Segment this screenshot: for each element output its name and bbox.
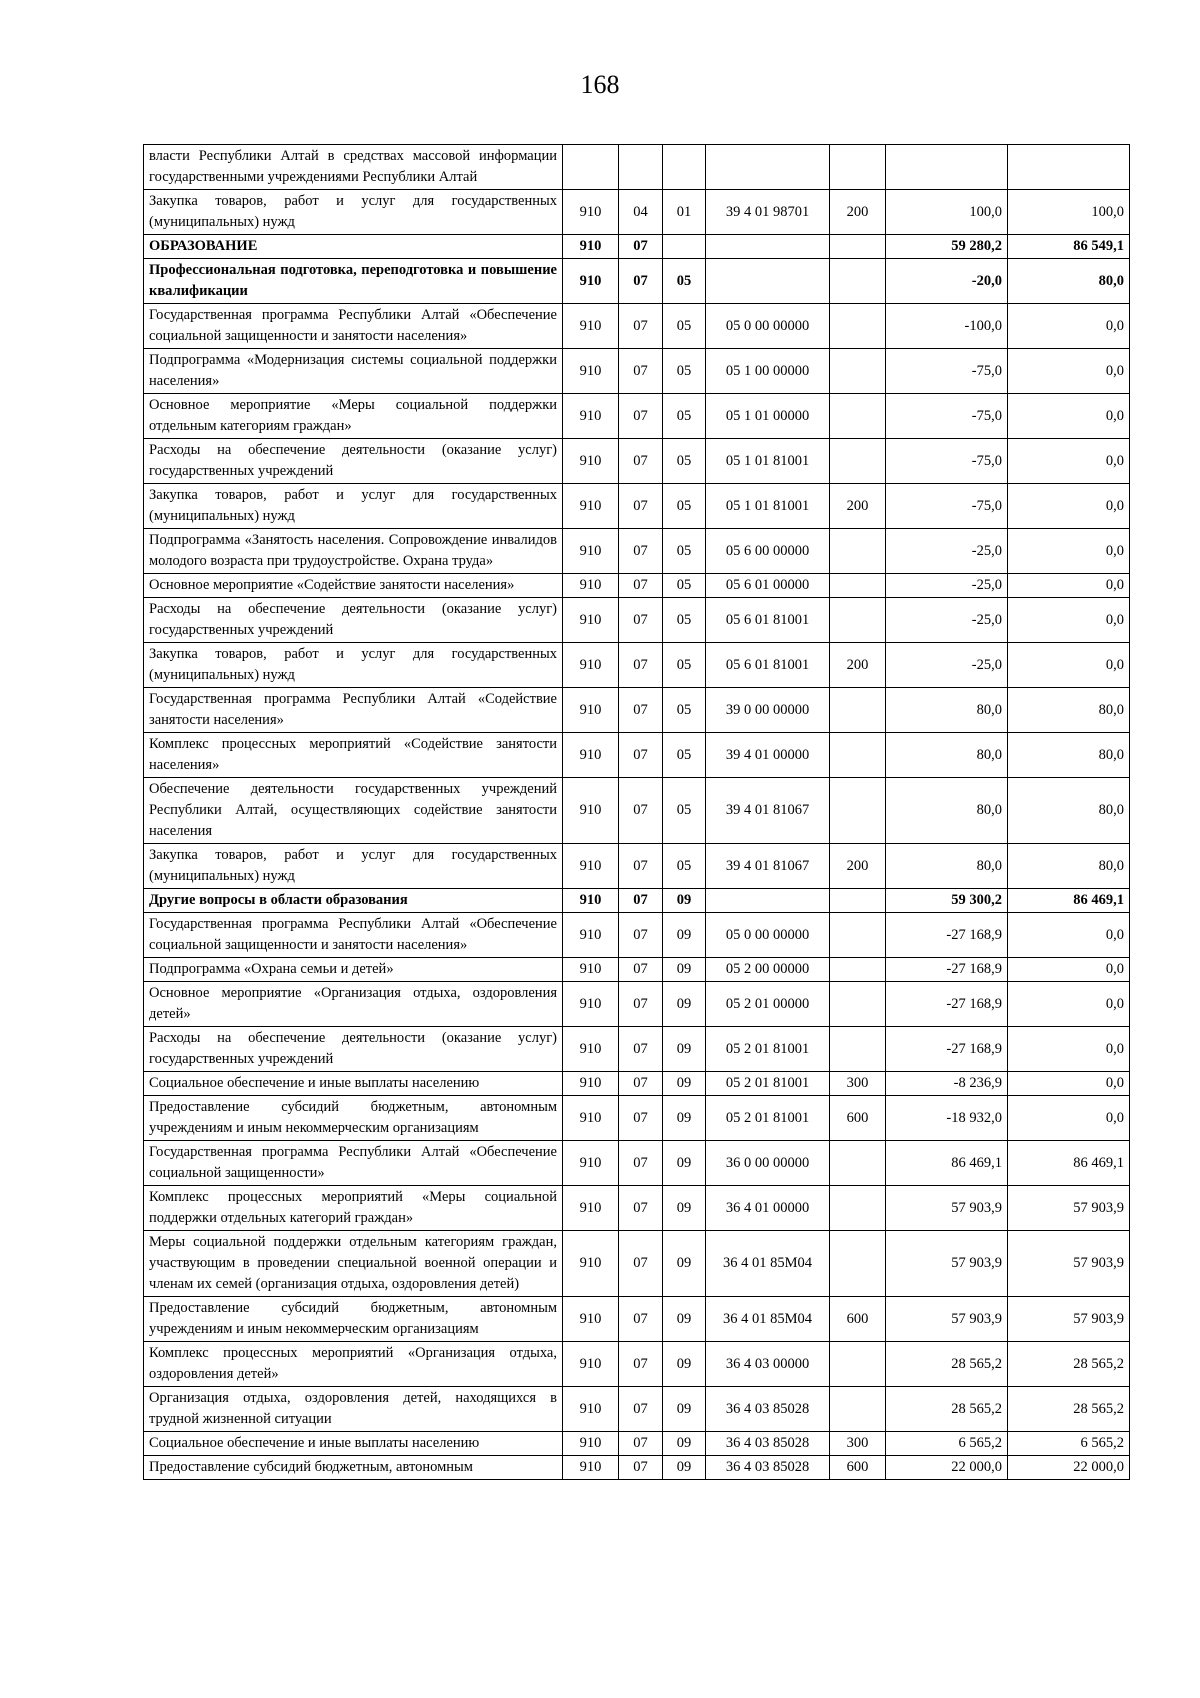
cell-target-article: 05 2 01 00000	[706, 982, 830, 1027]
cell-target-article: 36 4 03 85028	[706, 1432, 830, 1456]
cell-amount-year1: 80,0	[886, 778, 1008, 844]
table-row	[144, 1432, 1130, 1456]
cell-subsection: 09	[663, 1342, 706, 1387]
cell-subsection: 05	[663, 598, 706, 643]
cell-expense-type: 600	[830, 1456, 886, 1480]
cell-target-article	[706, 259, 830, 304]
cell-target-article: 05 1 01 81001	[706, 439, 830, 484]
cell-target-article	[706, 235, 830, 259]
table-row	[144, 259, 1130, 304]
cell-section: 07	[619, 394, 663, 439]
cell-grbs: 910	[563, 1186, 619, 1231]
cell-grbs: 910	[563, 439, 619, 484]
cell-amount-year1: 86 469,1	[886, 1141, 1008, 1186]
cell-grbs: 910	[563, 598, 619, 643]
cell-section: 07	[619, 1297, 663, 1342]
cell-amount-year1: -75,0	[886, 394, 1008, 439]
cell-amount-year1: -100,0	[886, 304, 1008, 349]
cell-amount-year2: 0,0	[1008, 484, 1130, 529]
table-row	[144, 1027, 1130, 1072]
cell-section: 07	[619, 733, 663, 778]
cell-expense-type	[830, 394, 886, 439]
cell-expense-type	[830, 529, 886, 574]
cell-name: власти Республики Алтай в средствах массовой информации государственными учреждениями Республики Алтай	[144, 145, 563, 190]
cell-name: Основное мероприятие «Содействие занятости населения»	[144, 574, 563, 598]
cell-amount-year2: 0,0	[1008, 1027, 1130, 1072]
cell-name: Предоставление субсидий бюджетным, автономным	[144, 1456, 563, 1480]
cell-amount-year1: 57 903,9	[886, 1186, 1008, 1231]
table-row	[144, 1387, 1130, 1432]
cell-name: Государственная программа Республики Алтай «Обеспечение социальной защищенности и занятости населения»	[144, 304, 563, 349]
cell-amount-year2: 0,0	[1008, 1096, 1130, 1141]
cell-amount-year2: 86 469,1	[1008, 889, 1130, 913]
cell-expense-type	[830, 349, 886, 394]
cell-amount-year2: 0,0	[1008, 982, 1130, 1027]
cell-name: Расходы на обеспечение деятельности (оказание услуг) государственных учреждений	[144, 1027, 563, 1072]
cell-target-article: 05 6 01 00000	[706, 574, 830, 598]
cell-target-article: 05 1 01 00000	[706, 394, 830, 439]
cell-amount-year1: -75,0	[886, 484, 1008, 529]
cell-section: 07	[619, 349, 663, 394]
cell-amount-year1: 57 903,9	[886, 1231, 1008, 1297]
cell-amount-year1: 28 565,2	[886, 1387, 1008, 1432]
cell-amount-year2: 22 000,0	[1008, 1456, 1130, 1480]
cell-target-article: 05 0 00 00000	[706, 913, 830, 958]
table-row	[144, 643, 1130, 688]
table-row	[144, 1096, 1130, 1141]
cell-amount-year2: 28 565,2	[1008, 1342, 1130, 1387]
cell-name: Подпрограмма «Охрана семьи и детей»	[144, 958, 563, 982]
cell-name: ОБРАЗОВАНИЕ	[144, 235, 563, 259]
table-row	[144, 349, 1130, 394]
budget-table	[143, 144, 1130, 1480]
cell-subsection: 05	[663, 574, 706, 598]
cell-amount-year2	[1008, 145, 1130, 190]
cell-amount-year2: 0,0	[1008, 439, 1130, 484]
cell-expense-type	[830, 913, 886, 958]
cell-grbs: 910	[563, 1456, 619, 1480]
cell-amount-year1: -25,0	[886, 598, 1008, 643]
table-row	[144, 1456, 1130, 1480]
cell-amount-year1: -18 932,0	[886, 1096, 1008, 1141]
cell-subsection: 05	[663, 304, 706, 349]
cell-grbs: 910	[563, 958, 619, 982]
cell-section: 07	[619, 259, 663, 304]
cell-amount-year2: 0,0	[1008, 958, 1130, 982]
cell-amount-year2: 86 469,1	[1008, 1141, 1130, 1186]
table-row	[144, 598, 1130, 643]
cell-subsection: 05	[663, 778, 706, 844]
cell-amount-year1: -25,0	[886, 643, 1008, 688]
table-row	[144, 982, 1130, 1027]
cell-amount-year2: 57 903,9	[1008, 1297, 1130, 1342]
table-row	[144, 484, 1130, 529]
cell-amount-year1: 59 300,2	[886, 889, 1008, 913]
cell-amount-year1: 80,0	[886, 733, 1008, 778]
table-body	[144, 145, 1130, 1480]
cell-target-article: 36 4 01 85М04	[706, 1231, 830, 1297]
cell-expense-type: 200	[830, 643, 886, 688]
cell-grbs: 910	[563, 304, 619, 349]
cell-section: 07	[619, 598, 663, 643]
cell-expense-type: 600	[830, 1096, 886, 1141]
cell-grbs: 910	[563, 1141, 619, 1186]
table-row	[144, 778, 1130, 844]
cell-grbs	[563, 145, 619, 190]
cell-section: 07	[619, 913, 663, 958]
cell-expense-type	[830, 1186, 886, 1231]
cell-amount-year1: -25,0	[886, 529, 1008, 574]
cell-amount-year2: 0,0	[1008, 304, 1130, 349]
table-row	[144, 235, 1130, 259]
cell-amount-year1: -75,0	[886, 439, 1008, 484]
cell-subsection	[663, 235, 706, 259]
cell-expense-type	[830, 688, 886, 733]
cell-amount-year2: 86 549,1	[1008, 235, 1130, 259]
cell-target-article: 05 2 01 81001	[706, 1096, 830, 1141]
cell-grbs: 910	[563, 889, 619, 913]
cell-section: 07	[619, 643, 663, 688]
cell-section: 07	[619, 1432, 663, 1456]
cell-amount-year1: -27 168,9	[886, 1027, 1008, 1072]
cell-expense-type: 600	[830, 1297, 886, 1342]
cell-amount-year2: 80,0	[1008, 259, 1130, 304]
cell-target-article: 05 2 01 81001	[706, 1072, 830, 1096]
cell-grbs: 910	[563, 733, 619, 778]
cell-subsection: 09	[663, 1096, 706, 1141]
cell-expense-type	[830, 889, 886, 913]
cell-name: Закупка товаров, работ и услуг для государственных (муниципальных) нужд	[144, 190, 563, 235]
cell-grbs: 910	[563, 913, 619, 958]
cell-target-article: 05 6 01 81001	[706, 643, 830, 688]
cell-grbs: 910	[563, 1432, 619, 1456]
cell-section: 07	[619, 235, 663, 259]
cell-subsection: 05	[663, 688, 706, 733]
cell-amount-year2: 0,0	[1008, 349, 1130, 394]
table-row	[144, 688, 1130, 733]
cell-grbs: 910	[563, 235, 619, 259]
cell-name: Основное мероприятие «Меры социальной поддержки отдельным категориям граждан»	[144, 394, 563, 439]
cell-grbs: 910	[563, 1027, 619, 1072]
cell-name: Основное мероприятие «Организация отдыха, оздоровления детей»	[144, 982, 563, 1027]
cell-expense-type	[830, 1141, 886, 1186]
cell-section: 07	[619, 1096, 663, 1141]
cell-name: Государственная программа Республики Алтай «Обеспечение социальной защищенности»	[144, 1141, 563, 1186]
cell-name: Организация отдыха, оздоровления детей, находящихся в трудной жизненной ситуации	[144, 1387, 563, 1432]
cell-amount-year1: -25,0	[886, 574, 1008, 598]
cell-amount-year2: 80,0	[1008, 733, 1130, 778]
cell-grbs: 910	[563, 1342, 619, 1387]
cell-amount-year2: 80,0	[1008, 778, 1130, 844]
cell-name: Другие вопросы в области образования	[144, 889, 563, 913]
cell-grbs: 910	[563, 778, 619, 844]
cell-name: Подпрограмма «Модернизация системы социальной поддержки населения»	[144, 349, 563, 394]
cell-expense-type: 300	[830, 1432, 886, 1456]
cell-amount-year1: -27 168,9	[886, 982, 1008, 1027]
cell-section: 07	[619, 1186, 663, 1231]
cell-target-article: 36 4 03 85028	[706, 1387, 830, 1432]
cell-section: 07	[619, 778, 663, 844]
cell-amount-year2: 0,0	[1008, 643, 1130, 688]
cell-amount-year2: 0,0	[1008, 1072, 1130, 1096]
table-row	[144, 394, 1130, 439]
cell-grbs: 910	[563, 529, 619, 574]
cell-target-article: 36 4 01 00000	[706, 1186, 830, 1231]
cell-subsection: 09	[663, 982, 706, 1027]
cell-target-article: 39 4 01 00000	[706, 733, 830, 778]
cell-amount-year2: 0,0	[1008, 598, 1130, 643]
cell-section: 07	[619, 889, 663, 913]
cell-expense-type	[830, 958, 886, 982]
table-row	[144, 844, 1130, 889]
cell-subsection: 05	[663, 844, 706, 889]
cell-expense-type	[830, 1342, 886, 1387]
cell-target-article: 36 4 01 85М04	[706, 1297, 830, 1342]
cell-target-article: 39 0 00 00000	[706, 688, 830, 733]
cell-expense-type: 200	[830, 190, 886, 235]
cell-amount-year2: 6 565,2	[1008, 1432, 1130, 1456]
cell-subsection: 09	[663, 1186, 706, 1231]
cell-target-article	[706, 145, 830, 190]
cell-name: Социальное обеспечение и иные выплаты населению	[144, 1432, 563, 1456]
cell-expense-type	[830, 145, 886, 190]
cell-subsection: 05	[663, 259, 706, 304]
table-row	[144, 958, 1130, 982]
cell-subsection: 09	[663, 889, 706, 913]
cell-grbs: 910	[563, 1096, 619, 1141]
cell-section: 07	[619, 529, 663, 574]
cell-amount-year1: 59 280,2	[886, 235, 1008, 259]
cell-section: 07	[619, 484, 663, 529]
cell-amount-year1: 57 903,9	[886, 1297, 1008, 1342]
cell-subsection: 05	[663, 439, 706, 484]
cell-expense-type	[830, 574, 886, 598]
cell-expense-type	[830, 982, 886, 1027]
cell-name: Закупка товаров, работ и услуг для государственных (муниципальных) нужд	[144, 844, 563, 889]
table-row	[144, 1141, 1130, 1186]
cell-subsection: 09	[663, 1072, 706, 1096]
cell-grbs: 910	[563, 394, 619, 439]
cell-target-article: 05 2 01 81001	[706, 1027, 830, 1072]
cell-name: Подпрограмма «Занятость населения. Сопровождение инвалидов молодого возраста при трудоустройстве. Охрана труда»	[144, 529, 563, 574]
cell-amount-year2: 80,0	[1008, 688, 1130, 733]
cell-subsection: 05	[663, 529, 706, 574]
cell-section: 07	[619, 958, 663, 982]
cell-grbs: 910	[563, 1297, 619, 1342]
cell-section: 07	[619, 439, 663, 484]
cell-section: 07	[619, 1072, 663, 1096]
cell-expense-type	[830, 235, 886, 259]
cell-expense-type	[830, 439, 886, 484]
cell-amount-year2: 28 565,2	[1008, 1387, 1130, 1432]
cell-amount-year1	[886, 145, 1008, 190]
cell-target-article: 36 0 00 00000	[706, 1141, 830, 1186]
cell-expense-type	[830, 733, 886, 778]
cell-amount-year1: 80,0	[886, 688, 1008, 733]
cell-grbs: 910	[563, 1231, 619, 1297]
cell-section: 07	[619, 844, 663, 889]
cell-section: 07	[619, 574, 663, 598]
cell-expense-type: 300	[830, 1072, 886, 1096]
cell-name: Расходы на обеспечение деятельности (оказание услуг) государственных учреждений	[144, 598, 563, 643]
cell-grbs: 910	[563, 574, 619, 598]
cell-amount-year1: -27 168,9	[886, 958, 1008, 982]
cell-name: Комплекс процессных мероприятий «Меры социальной поддержки отдельных категорий граждан»	[144, 1186, 563, 1231]
cell-grbs: 910	[563, 259, 619, 304]
cell-expense-type: 200	[830, 484, 886, 529]
cell-section: 07	[619, 1387, 663, 1432]
cell-expense-type	[830, 304, 886, 349]
cell-name: Закупка товаров, работ и услуг для государственных (муниципальных) нужд	[144, 484, 563, 529]
cell-target-article: 36 4 03 00000	[706, 1342, 830, 1387]
cell-target-article	[706, 889, 830, 913]
cell-name: Меры социальной поддержки отдельным категориям граждан, участвующим в проведении специальной военной операции и членам их семей (организация отдыха, оздоровления детей)	[144, 1231, 563, 1297]
cell-expense-type	[830, 1027, 886, 1072]
cell-subsection: 09	[663, 958, 706, 982]
cell-section: 07	[619, 688, 663, 733]
cell-amount-year2: 0,0	[1008, 529, 1130, 574]
cell-expense-type	[830, 778, 886, 844]
cell-amount-year2: 57 903,9	[1008, 1231, 1130, 1297]
cell-subsection: 09	[663, 1432, 706, 1456]
table-row	[144, 913, 1130, 958]
cell-section: 07	[619, 1456, 663, 1480]
cell-target-article: 36 4 03 85028	[706, 1456, 830, 1480]
cell-amount-year1: 6 565,2	[886, 1432, 1008, 1456]
cell-expense-type: 200	[830, 844, 886, 889]
cell-name: Социальное обеспечение и иные выплаты населению	[144, 1072, 563, 1096]
cell-amount-year1: 100,0	[886, 190, 1008, 235]
page-number: 168	[580, 70, 620, 99]
table-row	[144, 574, 1130, 598]
table-row	[144, 439, 1130, 484]
cell-grbs: 910	[563, 643, 619, 688]
cell-amount-year2: 100,0	[1008, 190, 1130, 235]
cell-grbs: 910	[563, 484, 619, 529]
cell-subsection: 09	[663, 1297, 706, 1342]
cell-name: Государственная программа Республики Алтай «Обеспечение социальной защищенности и занятости населения»	[144, 913, 563, 958]
cell-subsection: 05	[663, 349, 706, 394]
cell-amount-year1: -20,0	[886, 259, 1008, 304]
cell-expense-type	[830, 259, 886, 304]
cell-section: 07	[619, 1027, 663, 1072]
cell-subsection: 05	[663, 484, 706, 529]
table-row	[144, 1231, 1130, 1297]
cell-subsection: 05	[663, 733, 706, 778]
cell-section: 07	[619, 1141, 663, 1186]
cell-name: Профессиональная подготовка, переподготовка и повышение квалификации	[144, 259, 563, 304]
cell-target-article: 05 2 00 00000	[706, 958, 830, 982]
cell-amount-year1: 80,0	[886, 844, 1008, 889]
table-row	[144, 889, 1130, 913]
cell-grbs: 910	[563, 1387, 619, 1432]
cell-subsection: 01	[663, 190, 706, 235]
cell-grbs: 910	[563, 349, 619, 394]
cell-amount-year1: 22 000,0	[886, 1456, 1008, 1480]
cell-target-article: 05 6 01 81001	[706, 598, 830, 643]
cell-name: Государственная программа Республики Алтай «Содействие занятости населения»	[144, 688, 563, 733]
table-row	[144, 733, 1130, 778]
cell-subsection: 05	[663, 394, 706, 439]
cell-target-article: 05 1 00 00000	[706, 349, 830, 394]
table-row	[144, 1072, 1130, 1096]
cell-target-article: 39 4 01 81067	[706, 778, 830, 844]
cell-name: Расходы на обеспечение деятельности (оказание услуг) государственных учреждений	[144, 439, 563, 484]
cell-section: 07	[619, 1231, 663, 1297]
cell-grbs: 910	[563, 844, 619, 889]
table-row	[144, 1297, 1130, 1342]
cell-name: Обеспечение деятельности государственных учреждений Республики Алтай, осуществляющих содействие занятости населения	[144, 778, 563, 844]
table-row	[144, 1342, 1130, 1387]
cell-subsection: 09	[663, 1027, 706, 1072]
cell-grbs: 910	[563, 982, 619, 1027]
cell-section	[619, 145, 663, 190]
cell-amount-year2: 80,0	[1008, 844, 1130, 889]
table-row	[144, 190, 1130, 235]
cell-amount-year2: 57 903,9	[1008, 1186, 1130, 1231]
cell-amount-year1: -27 168,9	[886, 913, 1008, 958]
cell-subsection: 09	[663, 1387, 706, 1432]
table-row	[144, 1186, 1130, 1231]
cell-target-article: 05 0 00 00000	[706, 304, 830, 349]
cell-subsection	[663, 145, 706, 190]
cell-amount-year2: 0,0	[1008, 394, 1130, 439]
cell-subsection: 09	[663, 1456, 706, 1480]
cell-name: Закупка товаров, работ и услуг для государственных (муниципальных) нужд	[144, 643, 563, 688]
cell-subsection: 09	[663, 1231, 706, 1297]
cell-name: Предоставление субсидий бюджетным, автономным учреждениям и иным некоммерческим организациям	[144, 1297, 563, 1342]
cell-amount-year2: 0,0	[1008, 913, 1130, 958]
cell-name: Предоставление субсидий бюджетным, автономным учреждениям и иным некоммерческим организациям	[144, 1096, 563, 1141]
cell-amount-year1: 28 565,2	[886, 1342, 1008, 1387]
table-row	[144, 529, 1130, 574]
cell-target-article: 05 1 01 81001	[706, 484, 830, 529]
cell-expense-type	[830, 598, 886, 643]
cell-subsection: 05	[663, 643, 706, 688]
cell-expense-type	[830, 1387, 886, 1432]
cell-subsection: 09	[663, 1141, 706, 1186]
cell-section: 04	[619, 190, 663, 235]
cell-target-article: 39 4 01 98701	[706, 190, 830, 235]
cell-section: 07	[619, 982, 663, 1027]
cell-grbs: 910	[563, 190, 619, 235]
cell-section: 07	[619, 304, 663, 349]
cell-section: 07	[619, 1342, 663, 1387]
cell-expense-type	[830, 1231, 886, 1297]
cell-grbs: 910	[563, 688, 619, 733]
table-row	[144, 145, 1130, 190]
cell-amount-year2: 0,0	[1008, 574, 1130, 598]
cell-name: Комплекс процессных мероприятий «Содействие занятости населения»	[144, 733, 563, 778]
cell-target-article: 05 6 00 00000	[706, 529, 830, 574]
cell-target-article: 39 4 01 81067	[706, 844, 830, 889]
cell-name: Комплекс процессных мероприятий «Организация отдыха, оздоровления детей»	[144, 1342, 563, 1387]
cell-subsection: 09	[663, 913, 706, 958]
cell-amount-year1: -75,0	[886, 349, 1008, 394]
cell-amount-year1: -8 236,9	[886, 1072, 1008, 1096]
table-row	[144, 304, 1130, 349]
cell-grbs: 910	[563, 1072, 619, 1096]
